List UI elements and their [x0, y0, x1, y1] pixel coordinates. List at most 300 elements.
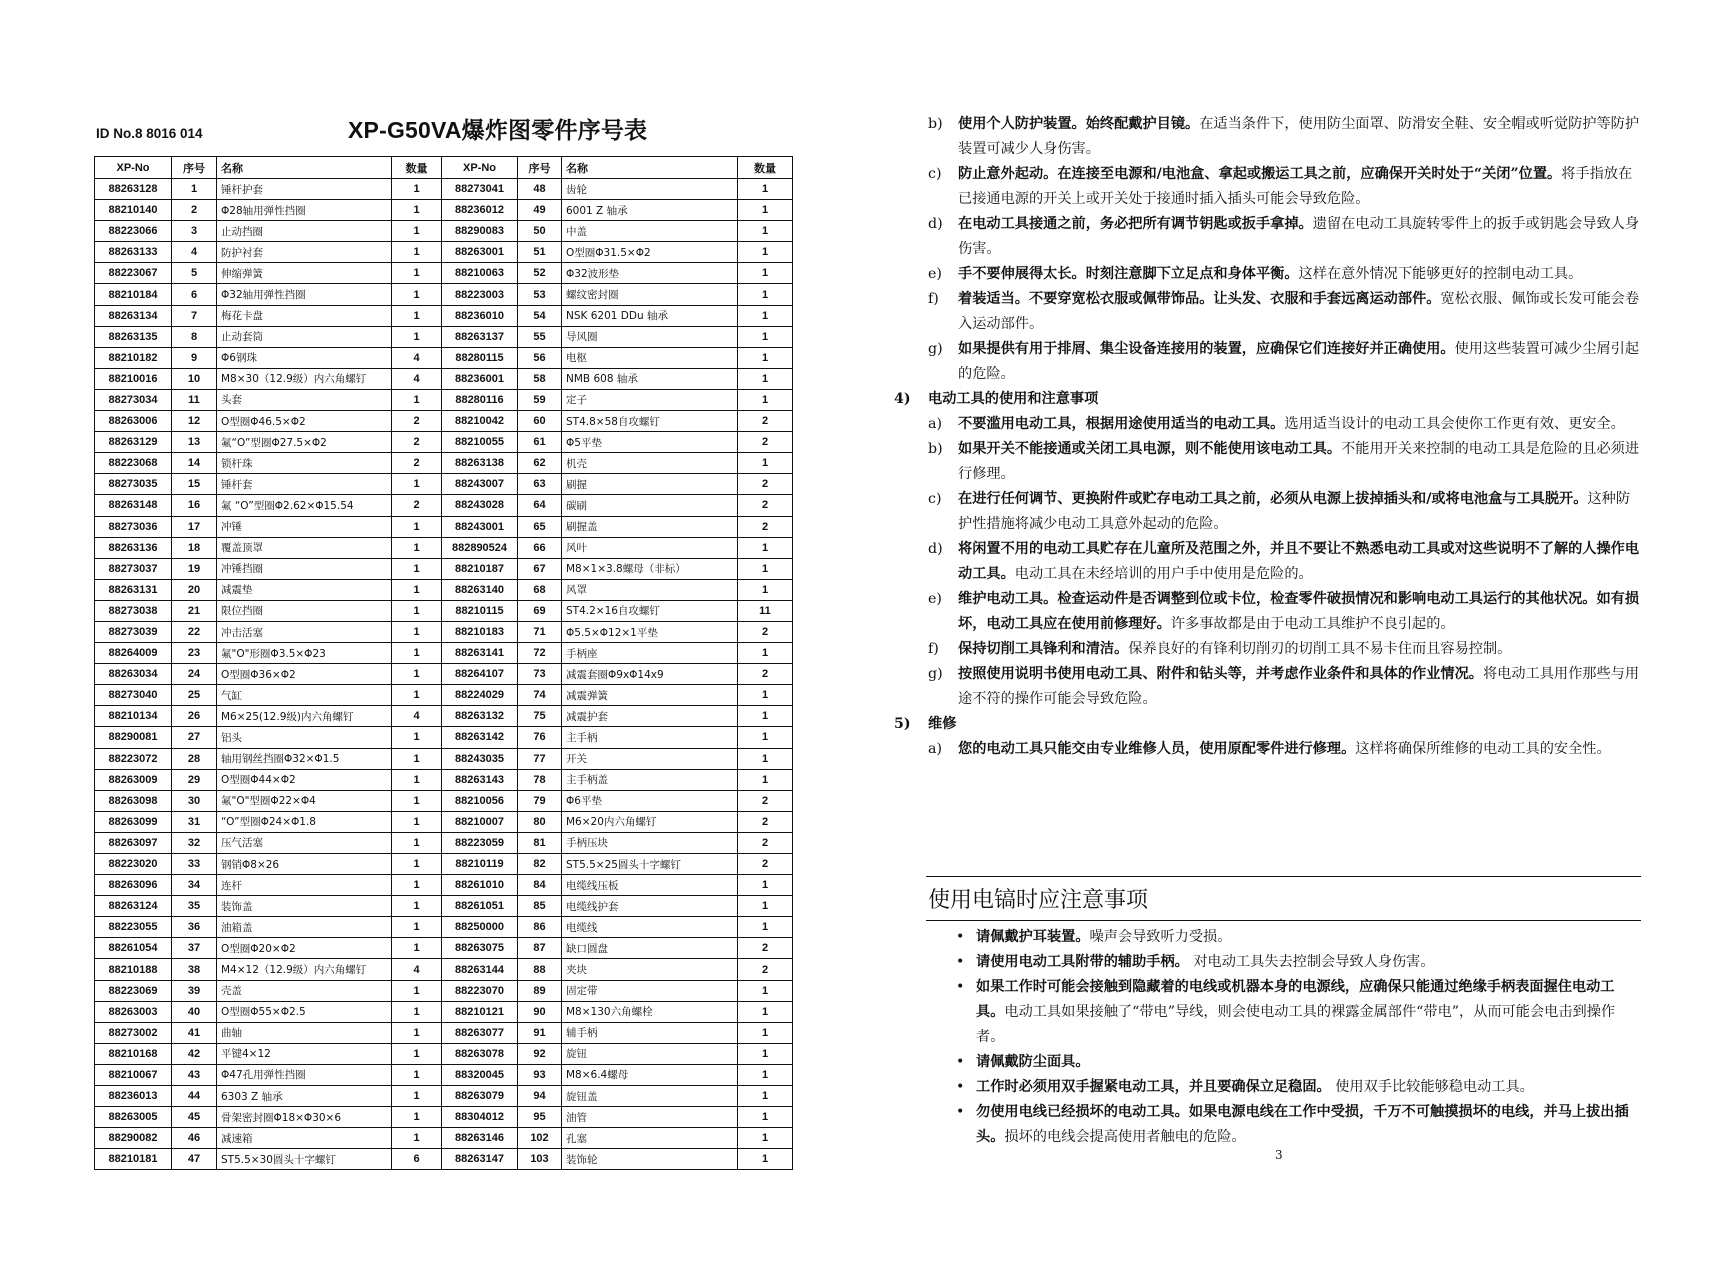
bullet-dot-icon: •: [956, 1054, 965, 1070]
part-name-cell: 覆盖顶罩: [217, 537, 392, 558]
quantity-cell: 1: [392, 811, 442, 832]
column-header: 数量: [738, 157, 793, 179]
index-cell: 75: [518, 706, 562, 727]
item-bold-text: 在电动工具接通之前，务必把所有调节钥匙或扳手拿掉。: [958, 216, 1313, 232]
part-name-cell: 减速箱: [217, 1128, 392, 1149]
index-cell: 74: [518, 685, 562, 706]
table-row: [95, 389, 793, 410]
part-number-cell: 88263146: [442, 1128, 518, 1149]
index-cell: 32: [172, 832, 217, 853]
notice-bullets: [926, 925, 1641, 1150]
index-cell: 87: [518, 938, 562, 959]
index-cell: 15: [172, 474, 217, 495]
part-number-cell: 88223020: [95, 854, 172, 875]
bullet-text: 电动工具如果接触了“带电”导线，则会使电动工具的裸露金属部件“带电”，从而可能会电击到操作者。: [976, 1004, 1616, 1045]
index-cell: 39: [172, 980, 217, 1001]
bullet-bold-text: 勿使用电线已经损坏的电动工具。如果电源电线在工作中受损，千万不可触摸损坏的电线，并马上拔出插头。: [976, 1104, 1629, 1145]
quantity-cell: 1: [738, 347, 793, 368]
index-cell: 48: [518, 179, 562, 200]
quantity-cell: 1: [738, 875, 793, 896]
part-number-cell: 88263131: [95, 579, 172, 600]
quantity-cell: 2: [392, 495, 442, 516]
part-name-cell: M8×130六角螺栓: [562, 1001, 738, 1022]
item-bold-text: 按照使用说明书使用电动工具、附件和钻头等，并考虑作业条件和具体的作业情况。: [958, 666, 1483, 682]
index-cell: 59: [518, 389, 562, 410]
part-name-cell: O型圈Φ46.5×Φ2: [217, 411, 392, 432]
part-number-cell: 88210168: [95, 1043, 172, 1064]
index-cell: 78: [518, 769, 562, 790]
index-cell: 61: [518, 432, 562, 453]
table-row: [95, 1064, 793, 1085]
quantity-cell: 2: [738, 854, 793, 875]
quantity-cell: 4: [392, 368, 442, 389]
part-number-cell: 88264107: [442, 664, 518, 685]
quantity-cell: 1: [738, 221, 793, 242]
part-name-cell: 油箱盖: [217, 917, 392, 938]
notice-section: [926, 876, 1641, 1150]
part-number-cell: 88263143: [442, 769, 518, 790]
part-number-cell: 88263075: [442, 938, 518, 959]
table-row: [95, 727, 793, 748]
index-cell: 88: [518, 959, 562, 980]
part-number-cell: 88243028: [442, 495, 518, 516]
index-cell: 6: [172, 284, 217, 305]
bullet-dot-icon: •: [956, 1079, 965, 1095]
index-cell: 89: [518, 980, 562, 1001]
item-bold-text: 保持切削工具锋利和清洁。: [958, 641, 1129, 657]
part-number-cell: 88236013: [95, 1086, 172, 1107]
index-cell: 68: [518, 579, 562, 600]
part-number-cell: 88210119: [442, 854, 518, 875]
part-number-cell: 88210063: [442, 263, 518, 284]
column-header: XP-No: [95, 157, 172, 179]
bullet-bold-text: 工作时必须用双手握紧电动工具，并且要确保立足稳固。: [976, 1079, 1331, 1095]
part-number-cell: 88263009: [95, 769, 172, 790]
part-number-cell: 88224029: [442, 685, 518, 706]
quantity-cell: 1: [392, 516, 442, 537]
index-cell: 14: [172, 453, 217, 474]
index-cell: 1: [172, 179, 217, 200]
part-number-cell: 88210181: [95, 1149, 172, 1170]
part-name-cell: NSK 6201 DDu 轴承: [562, 305, 738, 326]
part-name-cell: 氟“O”型圈Φ27.5×Φ2: [217, 432, 392, 453]
part-number-cell: 88263147: [442, 1149, 518, 1170]
index-cell: 69: [518, 600, 562, 621]
table-row: [95, 959, 793, 980]
index-cell: 60: [518, 411, 562, 432]
part-number-cell: 88280115: [442, 347, 518, 368]
item-label: f): [928, 641, 939, 657]
quantity-cell: 2: [738, 432, 793, 453]
bullet-text: 噪声会导致听力受损。: [1089, 929, 1232, 945]
notice-bullet: [926, 950, 1641, 975]
index-cell: 31: [172, 811, 217, 832]
part-number-cell: 88263132: [442, 706, 518, 727]
quantity-cell: 1: [738, 1022, 793, 1043]
table-row: [95, 305, 793, 326]
part-number-cell: 88263077: [442, 1022, 518, 1043]
part-name-cell: 氟"O"型圈Φ22×Φ4: [217, 790, 392, 811]
part-name-cell: O型圈Φ44×Φ2: [217, 769, 392, 790]
part-number-cell: 88263129: [95, 432, 172, 453]
bullet-text: 损坏的电线会提高使用者触电的危险。: [1004, 1129, 1246, 1145]
part-number-cell: 88263001: [442, 242, 518, 263]
index-cell: 71: [518, 621, 562, 642]
table-row: [95, 200, 793, 221]
part-name-cell: 手柄座: [562, 643, 738, 664]
table-row: [95, 579, 793, 600]
part-number-cell: 88210115: [442, 600, 518, 621]
instruction-item: [928, 212, 1644, 262]
index-cell: 2: [172, 200, 217, 221]
index-cell: 28: [172, 748, 217, 769]
quantity-cell: 2: [738, 621, 793, 642]
part-number-cell: 88261054: [95, 938, 172, 959]
item-bold-text: 不要滥用电动工具，根据用途使用适当的电动工具。: [958, 416, 1285, 432]
part-name-cell: 壳盖: [217, 980, 392, 1001]
index-cell: 82: [518, 854, 562, 875]
part-name-cell: O型圈Φ31.5×Φ2: [562, 242, 738, 263]
part-number-cell: 88210183: [442, 621, 518, 642]
part-name-cell: “O”型圈Φ24×Φ1.8: [217, 811, 392, 832]
part-name-cell: 6303 Z 轴承: [217, 1086, 392, 1107]
table-row: [95, 664, 793, 685]
index-cell: 29: [172, 769, 217, 790]
quantity-cell: 1: [392, 727, 442, 748]
part-name-cell: ST5.5×25圆头十字螺钉: [562, 854, 738, 875]
table-row: [95, 938, 793, 959]
table-row: [95, 643, 793, 664]
quantity-cell: 1: [392, 769, 442, 790]
item-text: 宽松衣服、佩饰或长发可能会卷入运动部件。: [958, 291, 1640, 332]
column-header: XP-No: [442, 157, 518, 179]
part-name-cell: 伸缩弹簧: [217, 263, 392, 284]
part-number-cell: 88263079: [442, 1086, 518, 1107]
table-row: [95, 221, 793, 242]
parts-list-panel: [94, 108, 792, 1170]
part-number-cell: 88263098: [95, 790, 172, 811]
column-header: 名称: [217, 157, 392, 179]
part-number-cell: 88261010: [442, 875, 518, 896]
part-number-cell: 88263141: [442, 643, 518, 664]
part-number-cell: 88210007: [442, 811, 518, 832]
table-row: [95, 980, 793, 1001]
item-bold-text: 防止意外起动。在连接至电源和/电池盒、拿起或搬运工具之前，应确保开关时处于“关闭”位置。: [958, 166, 1562, 182]
part-name-cell: 夹块: [562, 959, 738, 980]
table-row: [95, 1128, 793, 1149]
part-number-cell: 88273039: [95, 621, 172, 642]
part-name-cell: 防护衬套: [217, 242, 392, 263]
index-cell: 24: [172, 664, 217, 685]
part-number-cell: 88273036: [95, 516, 172, 537]
table-row: [95, 790, 793, 811]
item-text: 保养良好的有锋利切削刃的切削工具不易卡住而且容易控制。: [1128, 641, 1512, 657]
index-cell: 56: [518, 347, 562, 368]
part-number-cell: 88210042: [442, 411, 518, 432]
part-name-cell: 6001 Z 轴承: [562, 200, 738, 221]
part-number-cell: 88210187: [442, 558, 518, 579]
index-cell: 20: [172, 579, 217, 600]
part-name-cell: 梅花卡盘: [217, 305, 392, 326]
index-cell: 79: [518, 790, 562, 811]
part-name-cell: ST5.5×30圆头十字螺钉: [217, 1149, 392, 1170]
quantity-cell: 1: [738, 748, 793, 769]
table-row: [95, 748, 793, 769]
index-cell: 13: [172, 432, 217, 453]
quantity-cell: 2: [738, 790, 793, 811]
table-row: [95, 432, 793, 453]
index-cell: 66: [518, 537, 562, 558]
item-bold-text: 着装适当。不要穿宽松衣服或佩带饰品。让头发、衣服和手套远离运动部件。: [958, 291, 1441, 307]
part-name-cell: 铝头: [217, 727, 392, 748]
quantity-cell: 4: [392, 706, 442, 727]
part-number-cell: 88290081: [95, 727, 172, 748]
quantity-cell: 1: [738, 980, 793, 1001]
quantity-cell: 2: [392, 411, 442, 432]
section-heading: [894, 712, 1644, 737]
index-cell: 27: [172, 727, 217, 748]
part-name-cell: 冲锤挡圈: [217, 558, 392, 579]
index-cell: 43: [172, 1064, 217, 1085]
part-number-cell: 88243007: [442, 474, 518, 495]
instruction-item: [928, 437, 1644, 487]
item-text: 在适当条件下，使用防尘面罩、防滑安全鞋、安全帽或听觉防护等防护装置可减少人身伤害。: [958, 116, 1640, 157]
index-cell: 30: [172, 790, 217, 811]
part-name-cell: ST4.8×58自攻螺钉: [562, 411, 738, 432]
part-name-cell: 风叶: [562, 537, 738, 558]
instruction-item: [928, 537, 1644, 587]
quantity-cell: 2: [738, 832, 793, 853]
quantity-cell: 1: [738, 453, 793, 474]
index-cell: 25: [172, 685, 217, 706]
item-text: 遗留在电动工具旋转零件上的扳手或钥匙会导致人身伤害。: [958, 216, 1640, 257]
index-cell: 22: [172, 621, 217, 642]
quantity-cell: 1: [738, 389, 793, 410]
parts-list-header: [94, 108, 792, 156]
table-row: [95, 558, 793, 579]
notice-bullet: [926, 1075, 1641, 1100]
part-number-cell: 88263006: [95, 411, 172, 432]
index-cell: 51: [518, 242, 562, 263]
index-cell: 73: [518, 664, 562, 685]
part-number-cell: 88290083: [442, 221, 518, 242]
part-name-cell: Φ32轴用弹性挡圈: [217, 284, 392, 305]
part-number-cell: 88210188: [95, 959, 172, 980]
quantity-cell: 2: [738, 474, 793, 495]
quantity-cell: 1: [738, 1043, 793, 1064]
part-name-cell: Φ47孔用弹性挡圈: [217, 1064, 392, 1085]
part-name-cell: 连杆: [217, 875, 392, 896]
quantity-cell: 2: [738, 664, 793, 685]
table-header-row: [95, 157, 793, 179]
part-name-cell: 电枢: [562, 347, 738, 368]
index-cell: 67: [518, 558, 562, 579]
item-bold-text: 如果开关不能接通或关闭工具电源，则不能使用该电动工具。: [958, 441, 1342, 457]
section-label: 4): [894, 391, 911, 407]
part-name-cell: 开关: [562, 748, 738, 769]
quantity-cell: 1: [392, 832, 442, 853]
quantity-cell: 1: [392, 1086, 442, 1107]
part-name-cell: 骨架密封圈Φ18×Φ30×6: [217, 1107, 392, 1128]
part-name-cell: 冲锤: [217, 516, 392, 537]
quantity-cell: 1: [738, 643, 793, 664]
table-row: [95, 516, 793, 537]
index-cell: 21: [172, 600, 217, 621]
item-text: 电动工具在未经培训的用户手中使用是危险的。: [1014, 566, 1313, 582]
part-number-cell: 88263136: [95, 537, 172, 558]
part-name-cell: 旋钮: [562, 1043, 738, 1064]
column-header: 数量: [392, 157, 442, 179]
id-number: ID No.8 8016 014: [96, 126, 203, 141]
item-label: b): [928, 441, 943, 457]
index-cell: 33: [172, 854, 217, 875]
quantity-cell: 4: [392, 959, 442, 980]
index-cell: 62: [518, 453, 562, 474]
part-name-cell: M6×25(12.9级)内六角螺钉: [217, 706, 392, 727]
part-name-cell: 主手柄盖: [562, 769, 738, 790]
instruction-item: [928, 412, 1644, 437]
part-name-cell: 氟"O"形圈Φ3.5×Φ23: [217, 643, 392, 664]
part-name-cell: 氟 “O”型圈Φ2.62×Φ15.54: [217, 495, 392, 516]
part-name-cell: 螺纹密封圈: [562, 284, 738, 305]
index-cell: 35: [172, 896, 217, 917]
part-name-cell: 止动挡圈: [217, 221, 392, 242]
part-name-cell: 减震套圈Φ9xΦ14x9: [562, 664, 738, 685]
part-name-cell: ST4.2×16自攻螺钉: [562, 600, 738, 621]
index-cell: 76: [518, 727, 562, 748]
item-label: g): [928, 341, 943, 357]
item-bold-text: 您的电动工具只能交由专业维修人员，使用原配零件进行修理。: [958, 741, 1356, 757]
item-text: 这样在意外情况下能够更好的控制电动工具。: [1298, 266, 1583, 282]
index-cell: 93: [518, 1064, 562, 1085]
part-number-cell: 88210056: [442, 790, 518, 811]
part-name-cell: 钢销Φ8×26: [217, 854, 392, 875]
part-name-cell: NMB 608 轴承: [562, 368, 738, 389]
index-cell: 37: [172, 938, 217, 959]
part-name-cell: 缺口圆盘: [562, 938, 738, 959]
part-name-cell: 冲击活塞: [217, 621, 392, 642]
section-label: 5): [894, 716, 911, 732]
part-number-cell: 88243001: [442, 516, 518, 537]
part-name-cell: 齿轮: [562, 179, 738, 200]
index-cell: 64: [518, 495, 562, 516]
quantity-cell: 1: [392, 200, 442, 221]
table-row: [95, 1086, 793, 1107]
table-row: [95, 600, 793, 621]
quantity-cell: 1: [392, 537, 442, 558]
table-body: [95, 179, 793, 1170]
part-name-cell: 手柄压块: [562, 832, 738, 853]
quantity-cell: 1: [392, 938, 442, 959]
index-cell: 94: [518, 1086, 562, 1107]
part-number-cell: 88223003: [442, 284, 518, 305]
item-label: a): [928, 416, 942, 432]
part-number-cell: 88210067: [95, 1064, 172, 1085]
quantity-cell: 1: [738, 1086, 793, 1107]
quantity-cell: 1: [738, 368, 793, 389]
part-number-cell: 88223069: [95, 980, 172, 1001]
instruction-item: [928, 637, 1644, 662]
notice-bullet: [926, 1100, 1641, 1150]
part-name-cell: 主手柄: [562, 727, 738, 748]
part-name-cell: Φ6平垫: [562, 790, 738, 811]
section-title: 维修: [928, 716, 957, 732]
part-number-cell: 88263128: [95, 179, 172, 200]
quantity-cell: 1: [392, 1128, 442, 1149]
part-name-cell: 电缆线: [562, 917, 738, 938]
part-name-cell: M8×6.4螺母: [562, 1064, 738, 1085]
part-name-cell: 平键4×12: [217, 1043, 392, 1064]
index-cell: 103: [518, 1149, 562, 1170]
part-name-cell: 碳刷: [562, 495, 738, 516]
table-row: [95, 1107, 793, 1128]
part-number-cell: 88210121: [442, 1001, 518, 1022]
quantity-cell: 1: [738, 917, 793, 938]
quantity-cell: 1: [738, 326, 793, 347]
part-name-cell: Φ5平垫: [562, 432, 738, 453]
item-label: g): [928, 666, 943, 682]
item-label: e): [928, 266, 942, 282]
index-cell: 77: [518, 748, 562, 769]
quantity-cell: 1: [392, 389, 442, 410]
quantity-cell: 1: [392, 854, 442, 875]
table-row: [95, 263, 793, 284]
item-label: e): [928, 591, 942, 607]
part-number-cell: 88263005: [95, 1107, 172, 1128]
table-row: [95, 1001, 793, 1022]
part-number-cell: 88263133: [95, 242, 172, 263]
table-row: [95, 474, 793, 495]
table-row: [95, 811, 793, 832]
part-name-cell: 装饰轮: [562, 1149, 738, 1170]
part-name-cell: 气缸: [217, 685, 392, 706]
bullet-text: 使用双手比较能够稳电动工具。: [1330, 1079, 1534, 1095]
quantity-cell: 1: [738, 537, 793, 558]
part-number-cell: 88263137: [442, 326, 518, 347]
part-number-cell: 88273038: [95, 600, 172, 621]
item-label: d): [928, 216, 943, 232]
instruction-item: [928, 487, 1644, 537]
table-row: [95, 326, 793, 347]
quantity-cell: 1: [738, 1064, 793, 1085]
item-label: b): [928, 116, 943, 132]
part-number-cell: 88263135: [95, 326, 172, 347]
instruction-item: [928, 162, 1644, 212]
quantity-cell: 1: [392, 1022, 442, 1043]
quantity-cell: 1: [392, 1064, 442, 1085]
index-cell: 42: [172, 1043, 217, 1064]
part-number-cell: 88210184: [95, 284, 172, 305]
table-row: [95, 832, 793, 853]
bullet-dot-icon: •: [956, 929, 965, 945]
item-label: c): [928, 166, 942, 182]
part-number-cell: 88280116: [442, 389, 518, 410]
bullet-text: 对电动工具失去控制会导致人身伤害。: [1188, 954, 1435, 970]
part-number-cell: 88263138: [442, 453, 518, 474]
table-row: [95, 1043, 793, 1064]
quantity-cell: 1: [738, 1001, 793, 1022]
part-number-cell: 88273035: [95, 474, 172, 495]
quantity-cell: 1: [392, 1107, 442, 1128]
part-number-cell: 88263097: [95, 832, 172, 853]
table-row: [95, 854, 793, 875]
item-bold-text: 手不要伸展得太长。时刻注意脚下立足点和身体平衡。: [958, 266, 1299, 282]
table-row: [95, 896, 793, 917]
quantity-cell: 1: [738, 727, 793, 748]
part-number-cell: 88210055: [442, 432, 518, 453]
quantity-cell: 1: [392, 790, 442, 811]
index-cell: 41: [172, 1022, 217, 1043]
